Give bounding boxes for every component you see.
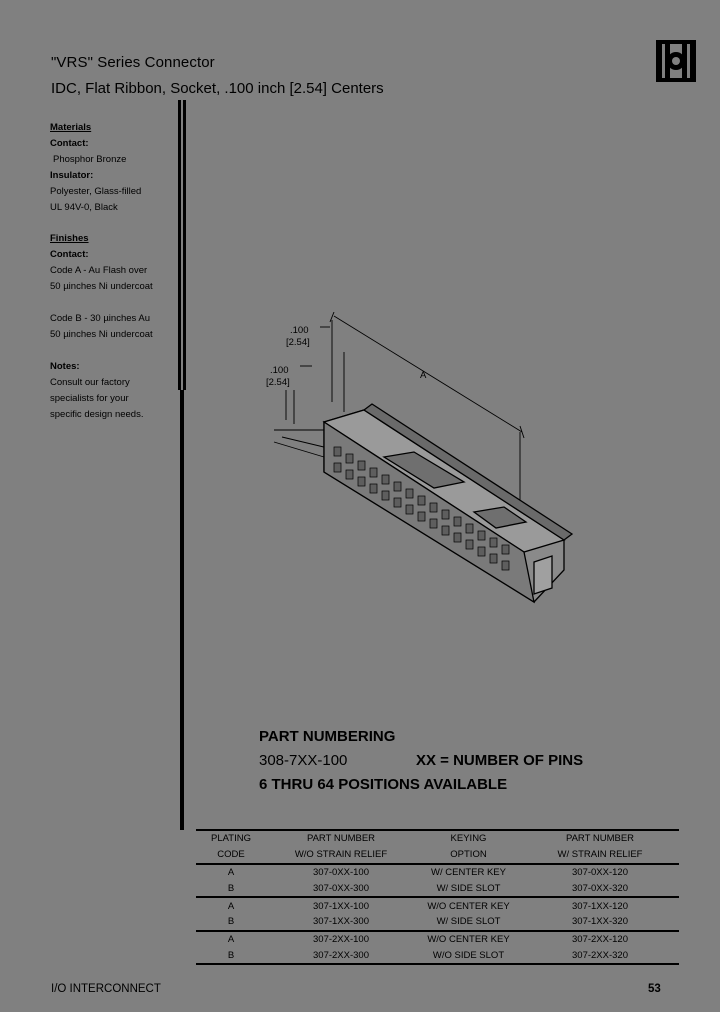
table-cell: 307-2XX-300 bbox=[313, 949, 369, 961]
table-header-cell: W/O STRAIN RELIEF bbox=[294, 849, 388, 861]
table-row bbox=[196, 914, 679, 931]
table-cell: 307-1XX-320 bbox=[572, 916, 628, 928]
contact-value: Phosphor Bronze bbox=[53, 153, 127, 165]
table-cell: 307-0XX-300 bbox=[313, 882, 369, 894]
connector-body bbox=[324, 404, 572, 602]
materials-heading: Materials bbox=[50, 122, 92, 133]
table-cell: W/ SIDE SLOT bbox=[436, 882, 501, 894]
table-cell: W/ CENTER KEY bbox=[431, 866, 506, 878]
table-cell: 307-1XX-300 bbox=[313, 916, 369, 928]
table-header-row bbox=[196, 847, 679, 864]
vertical-rule bbox=[178, 100, 181, 390]
positions-available: 6 THRU 64 POSITIONS AVAILABLE bbox=[259, 776, 508, 793]
table-cell: A bbox=[227, 866, 235, 878]
contact-label: Contact: bbox=[50, 137, 89, 149]
table-cell: W/O CENTER KEY bbox=[427, 900, 510, 912]
dim-pitch-in: .100 bbox=[290, 325, 309, 336]
table-header-row bbox=[196, 830, 679, 847]
table-cell: 307-2XX-120 bbox=[572, 934, 628, 946]
table-row bbox=[196, 931, 679, 948]
dim-pitch-mm: [2.54] bbox=[286, 337, 310, 348]
finish-contact-label: Contact: bbox=[50, 249, 89, 261]
table-cell: A bbox=[227, 900, 235, 912]
xx-note: XX = NUMBER OF PINS bbox=[416, 752, 584, 769]
dim-row-mm: [2.54] bbox=[266, 377, 290, 388]
insulator-line: UL 94V-0, Black bbox=[50, 201, 118, 213]
table-cell: 307-0XX-100 bbox=[313, 866, 369, 878]
code-a-line: Code A - Au Flash over bbox=[50, 265, 148, 277]
table-header-cell: CODE bbox=[217, 849, 245, 861]
notes-label: Notes: bbox=[50, 360, 80, 372]
table-row bbox=[196, 948, 679, 965]
table-cell: B bbox=[227, 916, 235, 928]
table-row bbox=[196, 897, 679, 914]
page-title: "VRS" Series Connector bbox=[51, 54, 215, 71]
table-header-cell: PART NUMBER bbox=[306, 833, 376, 845]
insulator-label: Insulator: bbox=[50, 169, 94, 181]
finishes-heading: Finishes bbox=[50, 233, 89, 245]
vertical-rule bbox=[180, 390, 184, 830]
table-header-cell: W/ STRAIN RELIEF bbox=[557, 849, 643, 861]
table-cell: 307-0XX-320 bbox=[572, 882, 628, 894]
table-header-cell: PLATING bbox=[211, 833, 251, 845]
code-b-line: Code B - 30 µinches Au bbox=[50, 313, 151, 325]
table-cell: W/O SIDE SLOT bbox=[432, 949, 505, 961]
table-row bbox=[196, 880, 679, 897]
part-number-pattern: 308-7XX-100 bbox=[259, 752, 348, 769]
table-cell: W/O CENTER KEY bbox=[427, 934, 510, 946]
code-b-line: 50 µinches Ni undercoat bbox=[50, 328, 153, 340]
table-cell: 307-1XX-120 bbox=[572, 900, 628, 912]
notes-line: Consult our factory bbox=[50, 376, 130, 388]
table-row bbox=[196, 864, 679, 881]
table-cell: B bbox=[227, 882, 235, 894]
table-header-cell: PART NUMBER bbox=[565, 833, 635, 845]
notes-line: specific design needs. bbox=[50, 408, 144, 420]
table-header-cell: KEYING bbox=[450, 833, 487, 845]
table-cell: 307-1XX-100 bbox=[313, 900, 369, 912]
table-cell: W/ SIDE SLOT bbox=[436, 916, 501, 928]
insulator-line: Polyester, Glass-filled bbox=[50, 185, 142, 197]
table-header-cell: OPTION bbox=[450, 849, 487, 861]
footer-section: I/O INTERCONNECT bbox=[51, 983, 161, 995]
code-a-line: 50 µinches Ni undercoat bbox=[50, 281, 153, 293]
company-logo-icon bbox=[656, 40, 696, 82]
table-cell: 307-0XX-120 bbox=[572, 866, 628, 878]
table-cell: A bbox=[227, 934, 235, 946]
part-number-table bbox=[196, 829, 679, 965]
connector-drawing bbox=[264, 312, 584, 612]
table-cell: 307-2XX-100 bbox=[313, 934, 369, 946]
vertical-rule bbox=[183, 100, 186, 390]
page-number: 53 bbox=[648, 983, 661, 995]
page-subtitle: IDC, Flat Ribbon, Socket, .100 inch [2.54] Centers bbox=[51, 80, 384, 97]
part-numbering-heading: PART NUMBERING bbox=[259, 728, 396, 745]
table-cell: 307-2XX-320 bbox=[572, 949, 628, 961]
specs-sidebar bbox=[50, 120, 178, 423]
dim-row-in: .100 bbox=[270, 365, 289, 376]
dim-a-label: A bbox=[420, 370, 427, 381]
table-cell: B bbox=[227, 949, 235, 961]
notes-line: specialists for your bbox=[50, 392, 129, 404]
